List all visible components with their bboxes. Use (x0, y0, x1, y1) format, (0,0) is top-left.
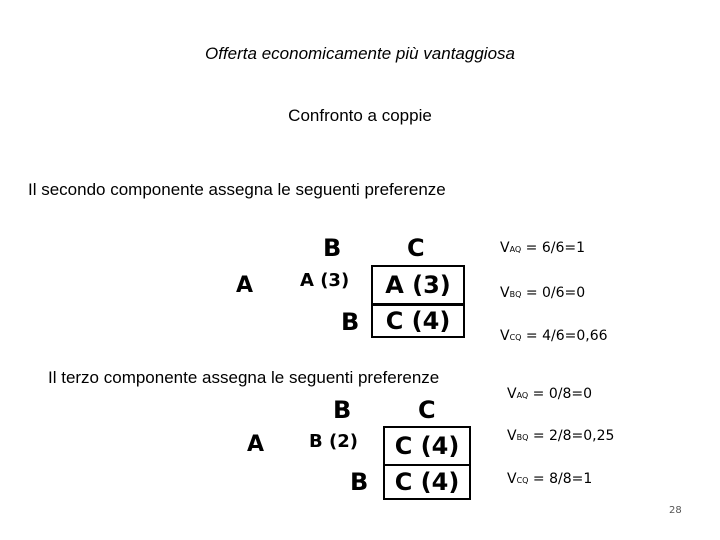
section2-value-bq: VBQ = 2/8=0,25 (507, 428, 615, 444)
section1-cell-ab: A (3) (300, 270, 350, 291)
section1-col-c-header: C (407, 234, 425, 262)
section1-cell-ac (371, 265, 465, 305)
section1-value-bq: VBQ = 0/6=0 (500, 285, 586, 301)
slide-subtitle: Confronto a coppie (288, 106, 432, 125)
section2-cell-ac-text: C (4) (394, 432, 460, 460)
section1-row-a-label: A (236, 273, 254, 298)
section2-row-b-label: B (350, 468, 369, 496)
section1-intro: Il secondo componente assegna le seguenti preferenze (28, 180, 446, 199)
section2-col-c-header: C (418, 396, 436, 424)
section2-cell-bc (383, 464, 471, 500)
section1-value-aq: VAQ = 6/6=1 (500, 240, 586, 256)
section1-cell-bc (371, 304, 465, 338)
section2-value-cq: VCQ = 8/8=1 (507, 471, 593, 487)
section2-cell-bc-text: C (4) (394, 468, 460, 496)
section2-cell-ab: B (2) (309, 431, 358, 452)
section2-value-aq: VAQ = 0/8=0 (507, 386, 593, 402)
section1-cell-bc-text: C (4) (385, 307, 451, 335)
slide-title: Offerta economicamente più vantaggiosa (205, 44, 515, 63)
section1-col-b-header: B (323, 234, 342, 262)
section2-col-b-header: B (333, 396, 352, 424)
section1-value-cq: VCQ = 4/6=0,66 (500, 328, 608, 344)
page-number: 28 (669, 505, 682, 516)
section2-row-a-label: A (247, 432, 265, 457)
section2-intro: Il terzo componente assegna le seguenti preferenze (48, 368, 440, 387)
section2-cell-ac (383, 426, 471, 466)
section1-row-b-label: B (341, 308, 360, 336)
section1-cell-ac-text: A (3) (385, 271, 451, 299)
